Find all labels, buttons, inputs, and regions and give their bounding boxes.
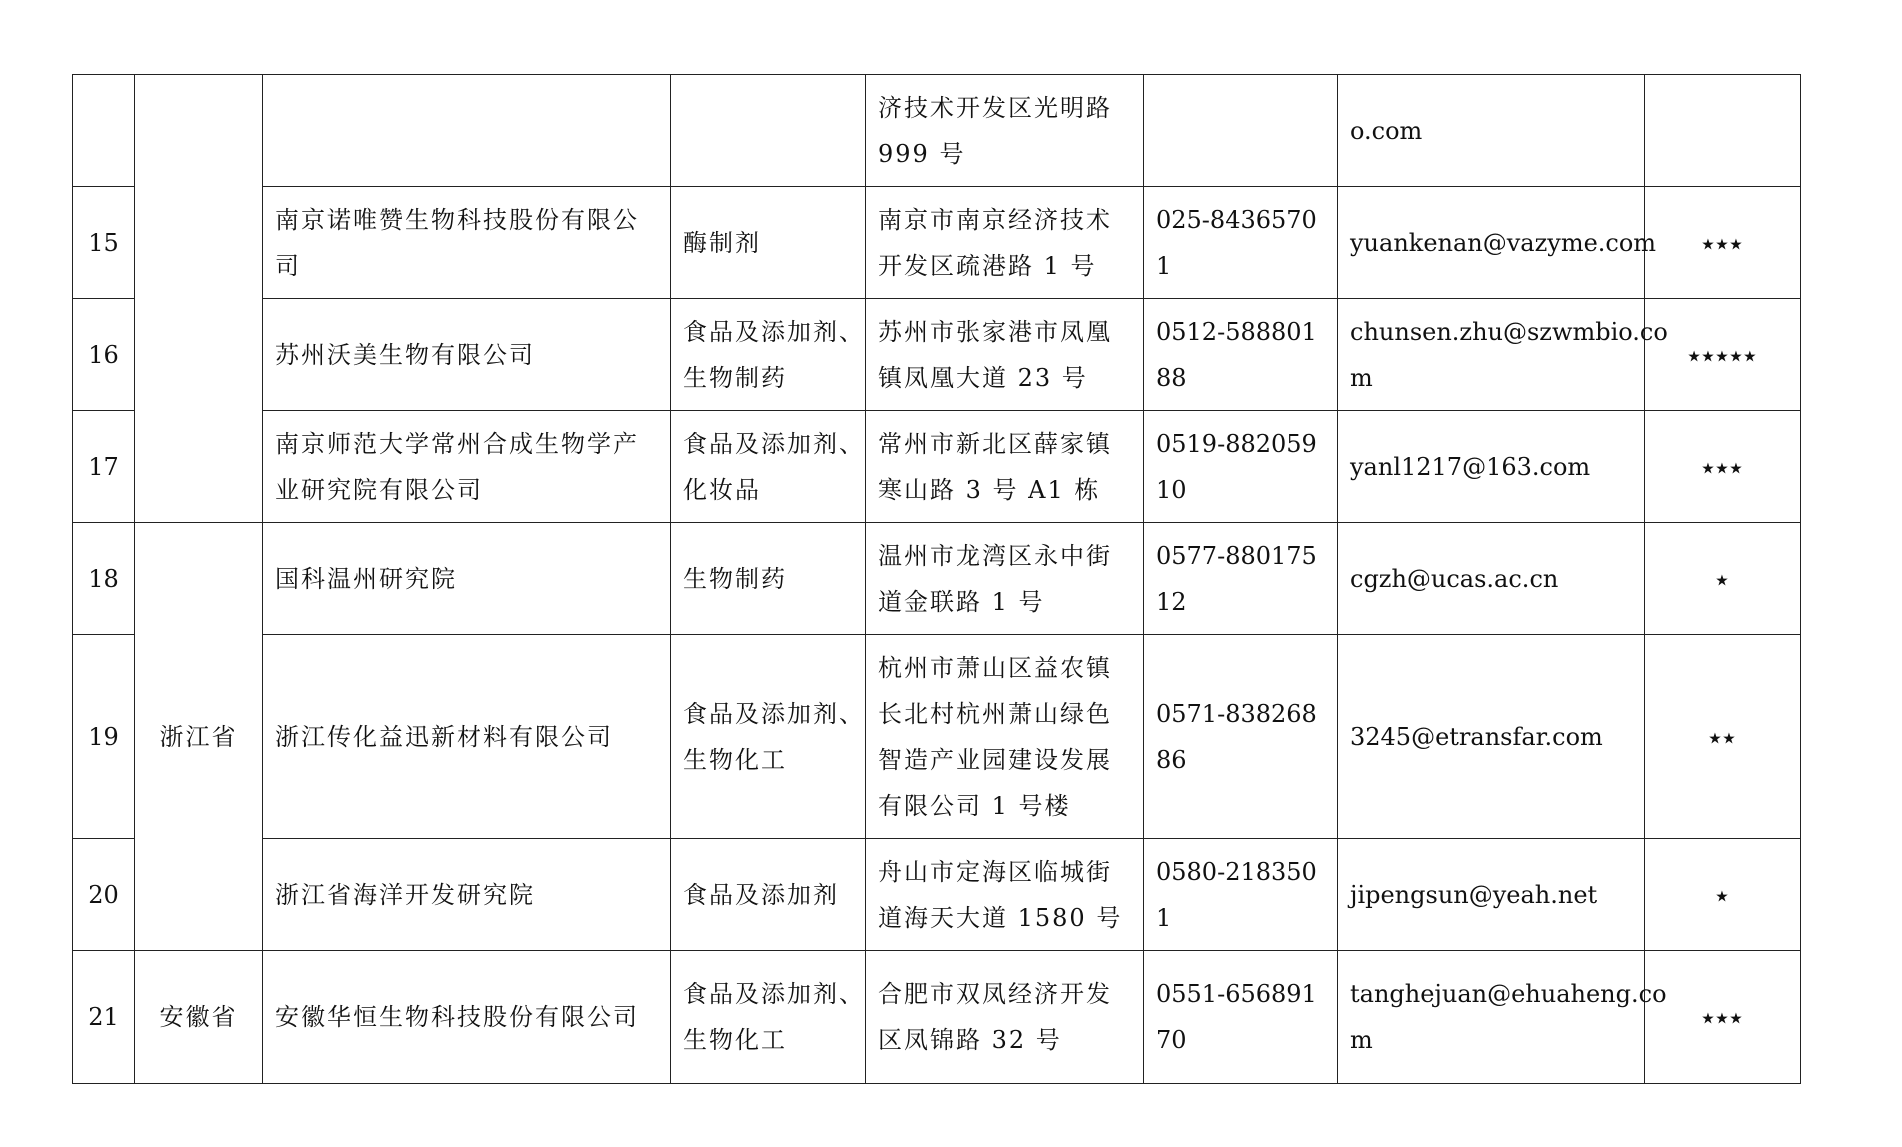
company-address-line: 镇凤凰大道 23 号 bbox=[878, 363, 1088, 392]
company-address-line: 苏州市张家港市凤凰 bbox=[878, 317, 1112, 346]
business-field-line: 生物化工 bbox=[683, 1026, 787, 1054]
business-field-line: 生物化工 bbox=[683, 745, 787, 774]
company-name bbox=[263, 839, 671, 951]
company-name bbox=[263, 299, 671, 411]
enterprise-table bbox=[72, 74, 1801, 1084]
contact-phone: 0571-83826886 bbox=[1144, 635, 1338, 839]
company-name bbox=[263, 411, 671, 523]
row-index: 18 bbox=[73, 523, 135, 635]
business-field bbox=[671, 839, 866, 951]
contact-email bbox=[1338, 635, 1645, 839]
business-field bbox=[671, 187, 866, 299]
company-name-line: 安徽华恒生物科技股份有限公司 bbox=[275, 1003, 639, 1031]
company-address bbox=[866, 635, 1144, 839]
company-name-line: 国科温州研究院 bbox=[275, 564, 457, 593]
company-address bbox=[866, 523, 1144, 635]
business-field-line: 化妆品 bbox=[683, 475, 761, 504]
star-rating: ⭑⭑ bbox=[1645, 635, 1801, 839]
star-rating: ⭑⭑⭑ bbox=[1645, 411, 1801, 523]
company-address-line: 常州市新北区薛家镇 bbox=[878, 429, 1112, 458]
company-name bbox=[263, 951, 671, 1084]
star-rating: ⭑⭑⭑ bbox=[1645, 951, 1801, 1084]
contact-email bbox=[1338, 187, 1657, 299]
contact-phone bbox=[1144, 75, 1338, 187]
contact-email-line: yanl1217@163.com bbox=[1350, 452, 1591, 481]
business-field-line: 生物制药 bbox=[683, 363, 787, 392]
contact-email bbox=[1338, 299, 1668, 411]
table-row bbox=[73, 839, 1801, 951]
business-field bbox=[671, 951, 866, 1084]
row-index: 20 bbox=[73, 839, 135, 951]
business-field-line: 生物制药 bbox=[683, 564, 787, 593]
province-cell: 安徽省 bbox=[135, 951, 263, 1084]
company-address bbox=[866, 839, 1144, 951]
company-name-line: 苏州沃美生物有限公司 bbox=[275, 340, 535, 369]
company-name-line: 司 bbox=[275, 251, 301, 280]
company-address-line: 有限公司 1 号楼 bbox=[878, 791, 1071, 820]
business-field-line: 食品及添加剂、 bbox=[683, 980, 865, 1008]
business-field bbox=[671, 299, 866, 411]
company-address-line: 南京市南京经济技术 bbox=[878, 205, 1112, 234]
contact-email bbox=[1338, 951, 1667, 1084]
table-row bbox=[73, 75, 1801, 187]
company-name-line: 南京师范大学常州合成生物学产 bbox=[275, 429, 639, 458]
contact-email-line: o.com bbox=[1350, 116, 1423, 145]
business-field-line: 食品及添加剂、 bbox=[683, 699, 865, 728]
company-address-line: 智造产业园建设发展 bbox=[878, 745, 1112, 774]
company-name-line: 南京诺唯赞生物科技股份有限公 bbox=[275, 205, 639, 234]
row-index: 16 bbox=[73, 299, 135, 411]
contact-phone: 0577-88017512 bbox=[1144, 523, 1338, 635]
table-row bbox=[73, 635, 1801, 839]
company-address-line: 寒山路 3 号 A1 栋 bbox=[878, 475, 1101, 504]
company-address-line: 999 号 bbox=[878, 139, 966, 168]
business-field bbox=[671, 75, 866, 187]
company-address-line: 道金联路 1 号 bbox=[878, 587, 1045, 616]
contact-email-line: chunsen.zhu@szwmbio.co bbox=[1350, 317, 1668, 346]
contact-phone: 0512-58880188 bbox=[1144, 299, 1338, 411]
contact-email-line: jipengsun@yeah.net bbox=[1350, 880, 1598, 909]
company-name bbox=[263, 75, 671, 187]
company-address bbox=[866, 75, 1144, 187]
row-index: 17 bbox=[73, 411, 135, 523]
contact-email-line: m bbox=[1350, 1026, 1373, 1054]
contact-phone: 0519-88205910 bbox=[1144, 411, 1338, 523]
contact-email-line: yuankenan@vazyme.com bbox=[1350, 228, 1657, 257]
company-name bbox=[263, 187, 671, 299]
contact-email bbox=[1338, 839, 1645, 951]
star-rating: ⭑⭑⭑ bbox=[1645, 187, 1801, 299]
company-name-line: 浙江省海洋开发研究院 bbox=[275, 880, 535, 909]
company-address-line: 区凤锦路 32 号 bbox=[878, 1026, 1062, 1054]
star-rating: ⭑⭑⭑⭑⭑ bbox=[1645, 299, 1801, 411]
row-index: 21 bbox=[73, 951, 135, 1084]
company-address-line: 道海天大道 1580 号 bbox=[878, 903, 1123, 932]
table-row bbox=[73, 951, 1801, 1084]
company-address-line: 长北村杭州萧山绿色 bbox=[878, 699, 1112, 728]
company-address bbox=[866, 951, 1144, 1084]
company-address-line: 舟山市定海区临城街 bbox=[878, 857, 1112, 886]
business-field-line: 食品及添加剂 bbox=[683, 880, 839, 909]
business-field-line: 食品及添加剂、 bbox=[683, 429, 865, 458]
contact-phone: 0580-2183501 bbox=[1144, 839, 1338, 951]
company-address bbox=[866, 411, 1144, 523]
contact-email bbox=[1338, 411, 1645, 523]
contact-email-line: tanghejuan@ehuaheng.co bbox=[1350, 980, 1667, 1008]
star-rating bbox=[1645, 75, 1801, 187]
province-cell: 浙江省 bbox=[135, 523, 263, 951]
company-address-line: 开发区疏港路 1 号 bbox=[878, 251, 1097, 280]
star-rating: ⭑ bbox=[1645, 839, 1801, 951]
contact-email bbox=[1338, 75, 1645, 187]
business-field bbox=[671, 411, 866, 523]
contact-email-line: cgzh@ucas.ac.cn bbox=[1350, 564, 1559, 593]
contact-phone: 025-84365701 bbox=[1144, 187, 1338, 299]
contact-email-line: 3245@etransfar.com bbox=[1350, 722, 1603, 751]
company-address-line: 合肥市双凤经济开发 bbox=[878, 980, 1112, 1008]
contact-email-line: m bbox=[1350, 363, 1373, 392]
star-rating: ⭑ bbox=[1645, 523, 1801, 635]
company-name bbox=[263, 523, 671, 635]
table-row bbox=[73, 187, 1801, 299]
business-field-line: 酶制剂 bbox=[683, 228, 761, 257]
company-address bbox=[866, 299, 1144, 411]
company-address-line: 济技术开发区光明路 bbox=[878, 93, 1112, 122]
contact-email bbox=[1338, 523, 1645, 635]
table-body bbox=[73, 75, 1801, 1084]
company-name-line: 浙江传化益迅新材料有限公司 bbox=[275, 722, 613, 751]
row-index bbox=[73, 75, 135, 187]
table-row bbox=[73, 523, 1801, 635]
province-cell bbox=[135, 75, 263, 523]
company-address bbox=[866, 187, 1144, 299]
table-row bbox=[73, 299, 1801, 411]
company-name bbox=[263, 635, 671, 839]
company-name-line: 业研究院有限公司 bbox=[275, 475, 483, 504]
contact-phone: 0551-65689170 bbox=[1144, 951, 1338, 1084]
row-index: 19 bbox=[73, 635, 135, 839]
business-field-line: 食品及添加剂、 bbox=[683, 317, 865, 346]
business-field bbox=[671, 523, 866, 635]
row-index: 15 bbox=[73, 187, 135, 299]
business-field bbox=[671, 635, 866, 839]
company-address-line: 温州市龙湾区永中街 bbox=[878, 541, 1112, 570]
table-row bbox=[73, 411, 1801, 523]
company-address-line: 杭州市萧山区益农镇 bbox=[878, 653, 1112, 682]
